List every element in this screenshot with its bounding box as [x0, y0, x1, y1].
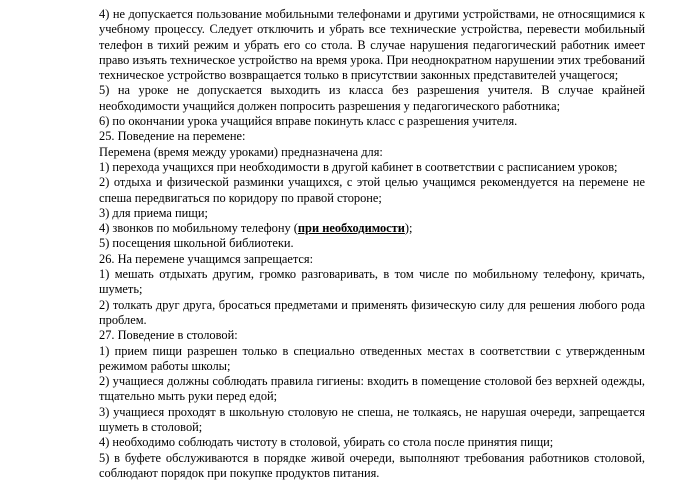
- break-item-4: [99, 221, 645, 236]
- break-item-4-emphasis: при необходимости: [297, 221, 405, 236]
- prohibited-item-1: 1) мешать отдыхать другим, громко разговаривать, в том числе по мобильному телефону, кричать, шуметь;: [99, 267, 645, 297]
- section-26-heading: 26. На перемене учащимся запрещается:: [99, 251, 314, 266]
- break-item-4-text: 4) звонков по мобильному телефону (: [99, 221, 298, 236]
- section-27-heading: 27. Поведение в столовой:: [99, 328, 238, 343]
- canteen-item-1: 1) прием пищи разрешен только в специально отведенных местах в соответствии с утвержденным режимом работы школы;: [99, 343, 645, 373]
- prohibited-item-2: 2) толкать друг друга, бросаться предметами и применять физическую силу для решения любого рода проблем.: [99, 297, 645, 327]
- break-item-1: 1) перехода учащихся при необходимости в другой кабинет в соответствии с расписанием уроков;: [99, 159, 618, 174]
- break-item-2: 2) отдыха и физической разминки учащихся, с этой целью учащимся рекомендуется на перемене не спеша передвигаться по коридору по правой стороне;: [99, 175, 645, 205]
- canteen-item-4: 4) необходимо соблюдать чистоту в столовой, убирать со стола после принятия пищи;: [99, 435, 554, 450]
- section-25-intro: Перемена (время между уроками) предназначена для:: [99, 144, 383, 159]
- rule-6-end-of-lesson: 6) по окончании урока учащийся вправе покинуть класс с разрешения учителя.: [99, 114, 518, 129]
- canteen-item-3: 3) учащиеся проходят в школьную столовую не спеша, не толкаясь, не нарушая очереди, запрещается шуметь в столовой;: [99, 404, 645, 435]
- break-item-5: 5) посещения школьной библиотеки.: [99, 236, 294, 251]
- break-item-4-end: );: [404, 221, 413, 236]
- rule-4-mobile-devices: 4) не допускается пользование мобильными телефонами и другими устройствами, не относящимися к учебному процессу. Следует отключить и убрать все технические устройства, перевести мобильный телефон в тихий режим и убрать его со стола. В случае нарушения педагогический работник имеет право изъять техническое устройство на время урока. При неоднократном нарушении этих требований техническое устройство возвращается только в присутствии законных представителей учащегося;: [99, 7, 645, 83]
- document-page: [99, 7, 645, 481]
- section-25-heading: 25. Поведение на перемене:: [99, 129, 246, 144]
- rule-5-leaving-class: 5) на уроке не допускается выходить из класса без разрешения учителя. В случае крайней необходимости учащийся должен попросить разрешения у педагогического работника;: [99, 83, 645, 113]
- canteen-item-2: 2) учащиеся должны соблюдать правила гигиены: входить в помещение столовой без верхней одежды, тщательно мыть руки перед едой;: [99, 374, 645, 404]
- canteen-item-5: 5) в буфете обслуживаются в порядке живой очереди, выполняют требования работников столовой, соблюдают порядок при покупке продуктов питания.: [99, 450, 645, 480]
- break-item-3: 3) для приема пищи;: [99, 205, 208, 220]
